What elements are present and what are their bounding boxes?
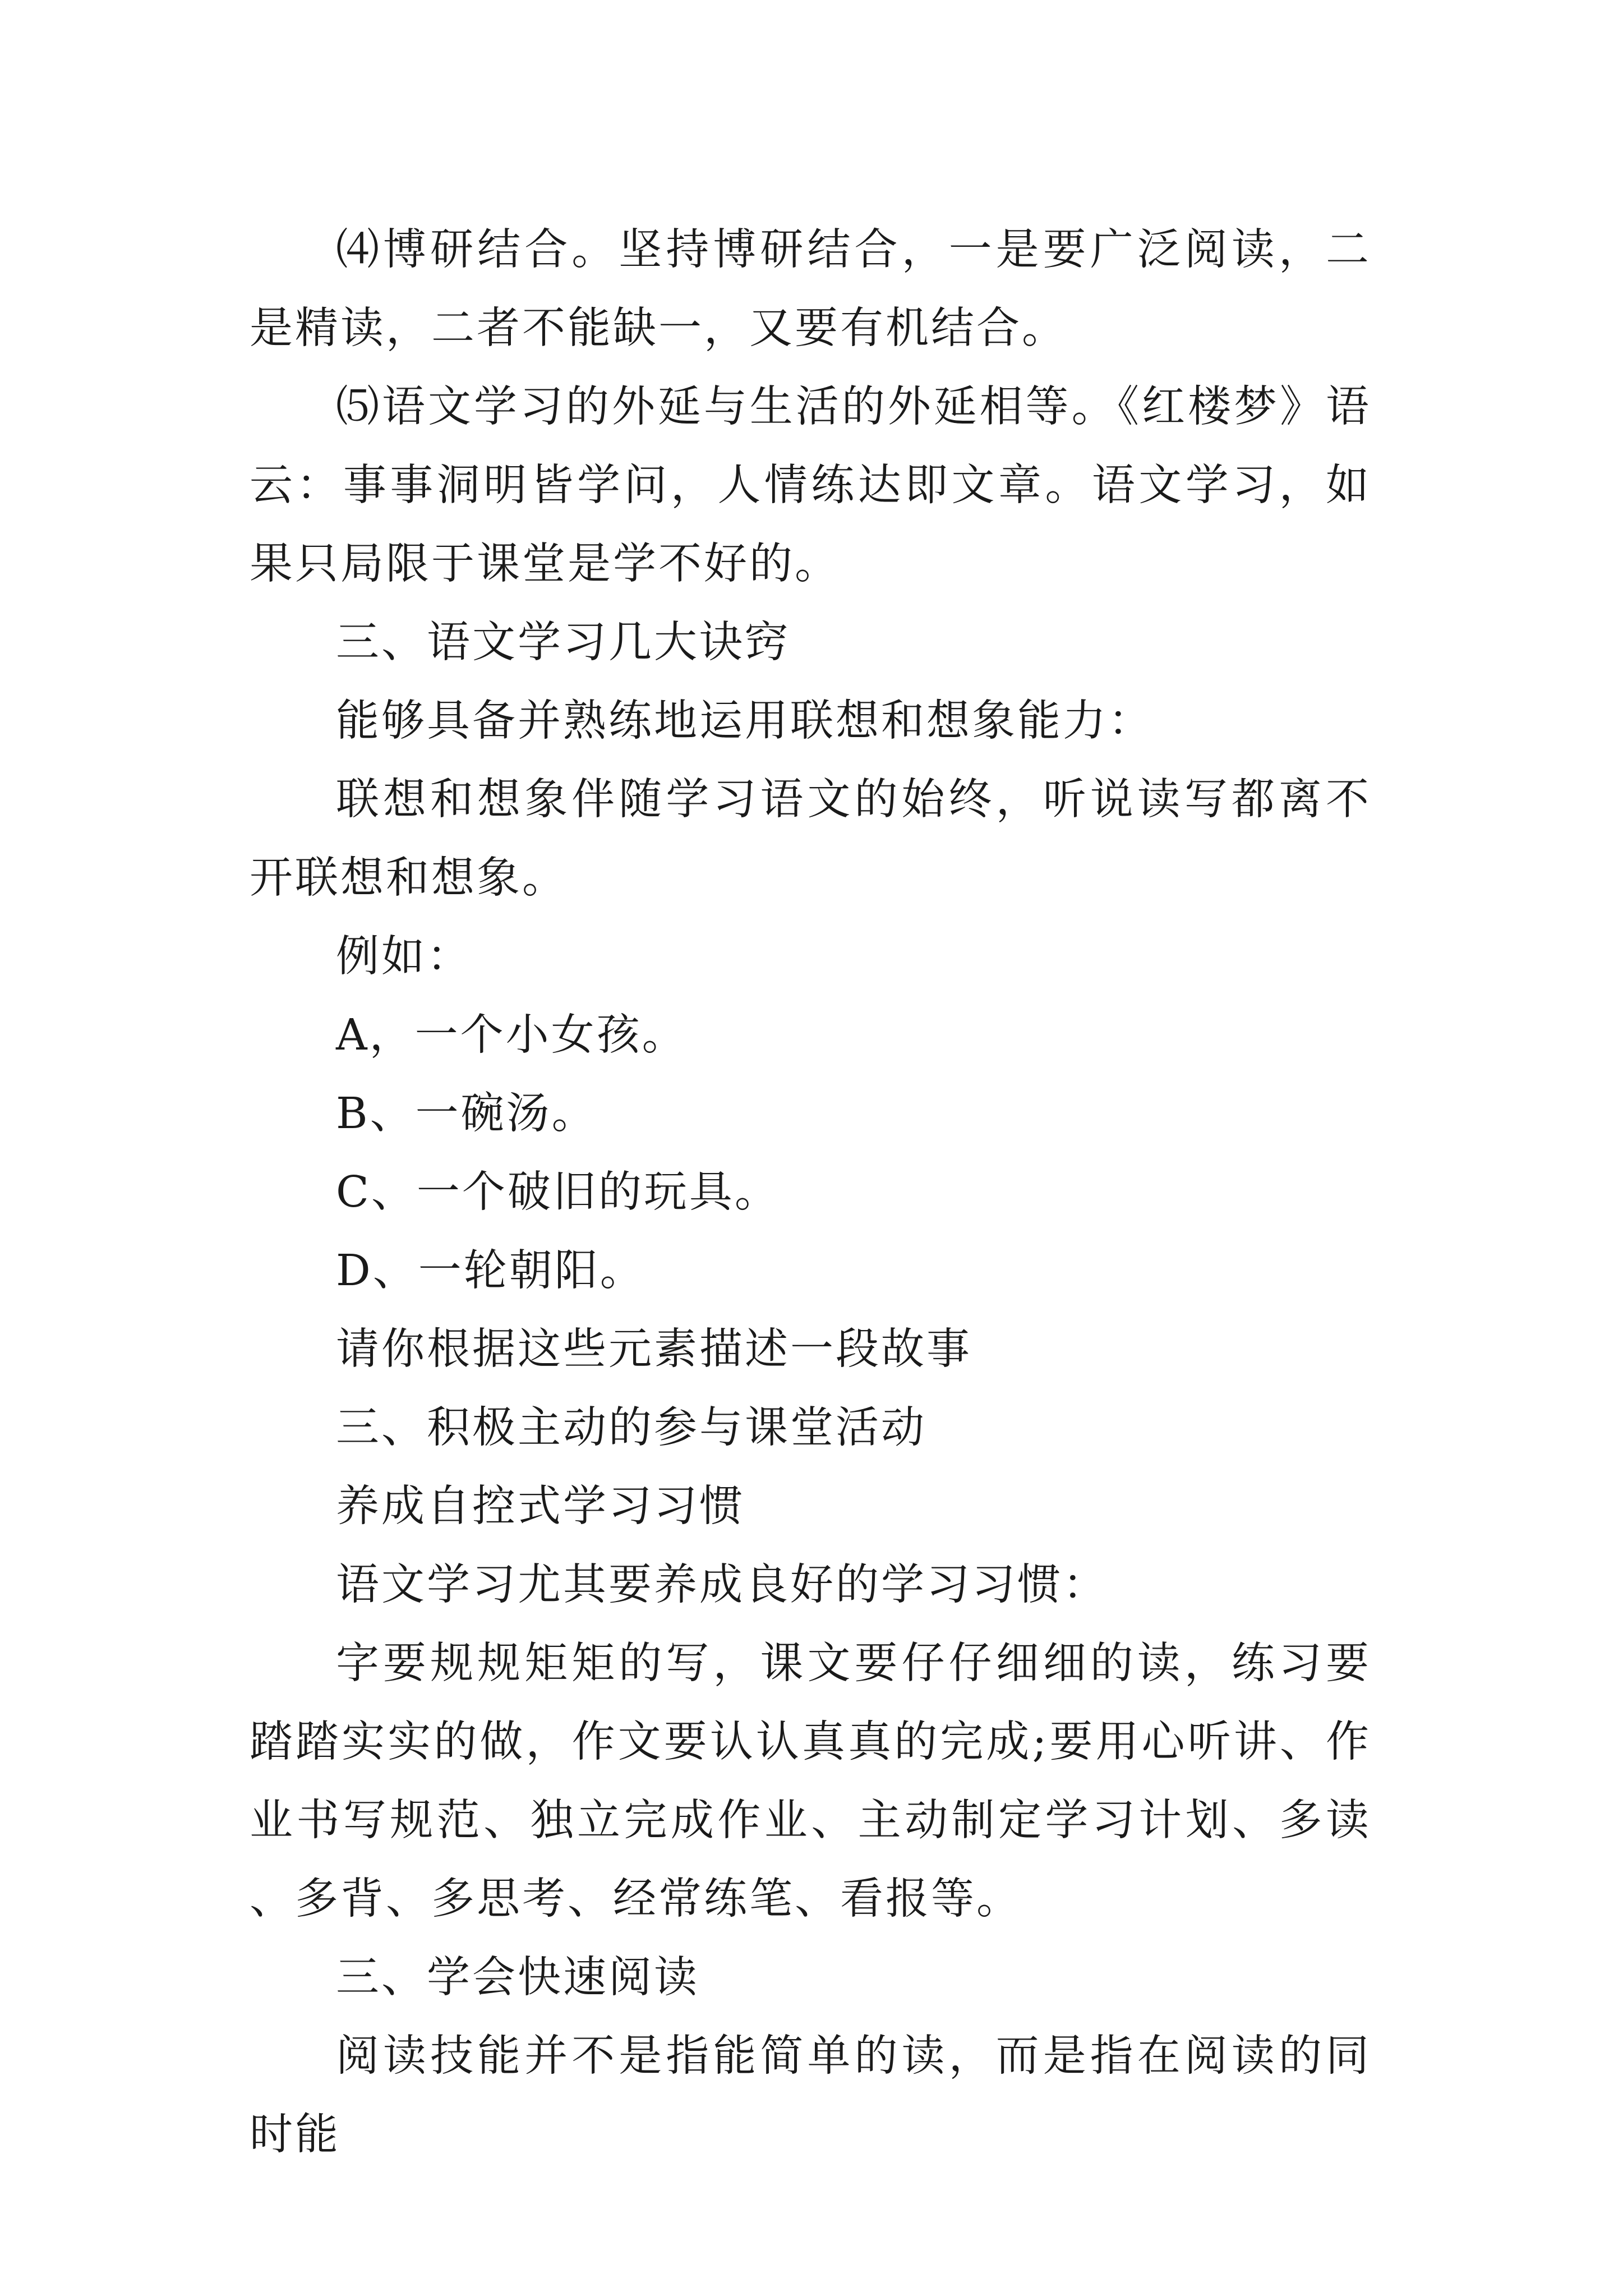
paragraph-lian-xiang-neng-li: 能够具备并熟练地运用联想和想象能力：: [336, 696, 1154, 746]
paragraph-li-ru: 例如：: [336, 932, 472, 982]
heading-ke-tang-huo-dong: 三、积极主动的参与课堂活动: [336, 1403, 926, 1453]
paragraph-zi-kong-shi: 养成自控式学习习惯: [336, 1481, 745, 1531]
paragraph-yue-du-ji-neng: 阅读技能并不是指能简单的读，而是指在阅读的同时能: [250, 2031, 1371, 2160]
list-item-a: A，一个小女孩。: [336, 1010, 688, 1060]
list-item-b: B、一碗汤。: [336, 1089, 597, 1139]
list-item-d: D、一轮朝阳。: [336, 1246, 645, 1296]
paragraph-lian-xiang-xiang-xiang: 联想和想象伴随学习语文的始终，听说读写都离不开联想和想象。: [250, 775, 1371, 903]
heading-jue-qiao: 三、语文学习几大诀窍: [336, 618, 790, 668]
paragraph-gu-shi: 请你根据这些元素描述一段故事: [336, 1324, 972, 1374]
document-body: [250, 211, 1371, 2174]
paragraph-wai-yan: ⑸语文学习的外延与生活的外延相等。《红楼梦》语云：事事洞明皆学问，人情练达即文章。语文学习，如果只局限于课堂是学不好的。: [250, 382, 1371, 589]
paragraph-bo-yan-jie-he: ⑷博研结合。坚持博研结合，一是要广泛阅读，二是精读，二者不能缺一，又要有机结合。: [250, 225, 1371, 353]
paragraph-xue-xi-xi-guan: 语文学习尤其要养成良好的学习习惯：: [336, 1560, 1108, 1610]
heading-kuai-su-yue-du: 三、学会快速阅读: [336, 1953, 699, 2003]
paragraph-gui-gui-ju-ju: 字要规规矩矩的写，课文要仔仔细细的读，练习要踏踏实实的做，作文要认认真真的完成;要用心听讲、作业书写规范、独立完成作业、主动制定学习计划、多读、多背、多思考、经常练笔、看报等。: [250, 1639, 1371, 1924]
list-item-c: C、一个破旧的玩具。: [336, 1167, 780, 1217]
